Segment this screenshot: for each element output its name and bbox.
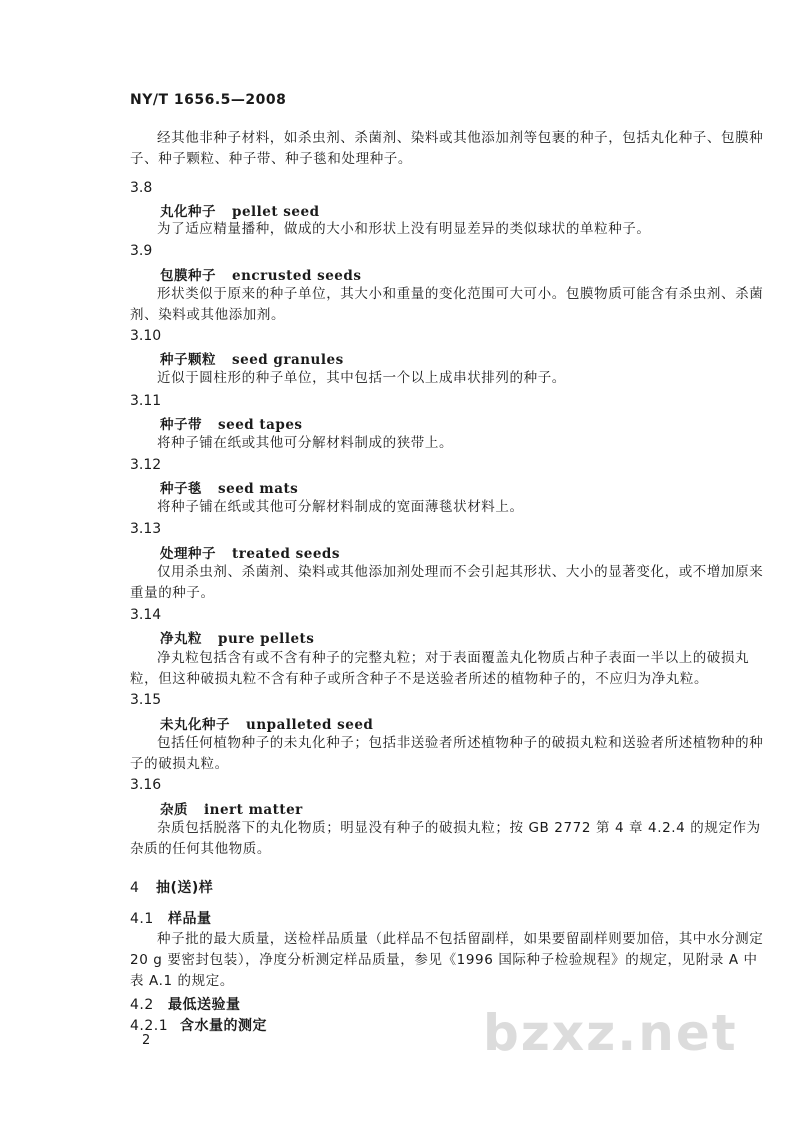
term-en: encrusted seeds	[232, 268, 362, 284]
term-en: seed granules	[232, 352, 344, 368]
term-number: 3.15	[130, 692, 162, 708]
section-title: 抽(送)样	[156, 880, 214, 896]
standard-code: NY/T 1656.5—2008	[130, 92, 287, 108]
term-en: pellet seed	[232, 204, 320, 220]
term-number: 3.13	[130, 521, 162, 537]
term-zh: 种子带	[160, 417, 202, 433]
term-title	[160, 264, 361, 284]
subsection-title: 样品量	[168, 911, 212, 927]
term-number: 3.8	[130, 180, 153, 196]
intro-paragraph: 经其他非种子材料，如杀虫剂、杀菌剂、染料或其他添加剂等包裹的种子，包括丸化种子、包膜种子、种子颗粒、种子带、种子毯和处理种子。	[130, 130, 764, 167]
term-en: treated seeds	[232, 546, 340, 562]
term-zh: 未丸化种子	[160, 717, 230, 733]
term-title	[160, 713, 373, 733]
subsection-number: 4.2.1	[130, 1018, 169, 1034]
subsection-paragraph: 种子批的最大质量，送检样品质量（此样品不包括留副样，如果要留副样则要加倍，其中水分测定 20 g 要密封包装），净度分析测定样品质量，参见《1996 国际种子检验规程》的规定，见附录 A 中表 A.1 的规定。	[130, 931, 764, 989]
subsection-number: 4.1	[130, 911, 154, 927]
term-definition: 为了适应精量播种，做成的大小和形状上没有明显差异的类似球状的单粒种子。	[157, 221, 651, 237]
term-title	[160, 200, 320, 220]
term-definition: 近似于圆柱形的种子单位，其中包括一个以上成串状排列的种子。	[157, 370, 566, 386]
term-zh: 杂质	[160, 802, 188, 818]
page-number: 2	[142, 1033, 151, 1048]
term-en: pure pellets	[218, 631, 315, 647]
term-number: 3.16	[130, 777, 162, 793]
term-title	[160, 542, 340, 562]
term-definition: 形状类似于原来的种子单位，其大小和重量的变化范围可大可小。包膜物质可能含有杀虫剂、杀菌剂、染料或其他添加剂。	[130, 286, 764, 323]
term-definition: 仅用杀虫剂、杀菌剂、染料或其他添加剂处理而不会引起其形状、大小的显著变化，或不增加原来重量的种子。	[130, 564, 764, 601]
term-en: seed mats	[218, 481, 299, 497]
term-title	[160, 348, 344, 368]
term-number: 3.11	[130, 393, 162, 409]
term-number: 3.12	[130, 457, 162, 473]
term-en: seed tapes	[218, 417, 303, 433]
term-number: 3.10	[130, 328, 162, 344]
subsection-title: 最低送验量	[168, 997, 241, 1013]
term-definition: 净丸粒包括含有或不含有种子的完整丸粒；对于表面覆盖丸化物质占种子表面一半以上的破损丸粒，但这种破损丸粒不含有种子或所含种子不是送验者所述的植物种子的，不应归为净丸粒。	[130, 650, 750, 687]
term-number: 3.14	[130, 607, 162, 623]
term-number: 3.9	[130, 243, 153, 259]
term-title	[160, 413, 303, 433]
term-zh: 处理种子	[160, 546, 216, 562]
term-definition: 杂质包括脱落下的丸化物质；明显没有种子的破损丸粒；按 GB 2772 第 4 章 4.2.4 的规定作为杂质的任何其他物质。	[130, 820, 761, 857]
term-zh: 包膜种子	[160, 268, 216, 284]
term-en: unpalleted seed	[246, 717, 374, 733]
section-number: 4	[130, 880, 140, 896]
term-zh: 种子颗粒	[160, 352, 216, 368]
term-definition: 包括任何植物种子的未丸化种子；包括非送验者所述植物种子的破损丸粒和送验者所述植物种的种子的破损丸粒。	[130, 735, 764, 772]
subsection-title: 含水量的测定	[180, 1018, 267, 1034]
term-title	[160, 477, 298, 497]
term-en: inert matter	[204, 802, 303, 818]
subsection-heading	[130, 1015, 267, 1035]
term-definition: 将种子铺在纸或其他可分解材料制成的狭带上。	[157, 435, 454, 451]
term-zh: 种子毯	[160, 481, 202, 497]
term-definition: 将种子铺在纸或其他可分解材料制成的宽面薄毯状材料上。	[157, 499, 524, 515]
subsection-heading	[130, 994, 241, 1014]
watermark: bzxz.net	[483, 1004, 738, 1062]
term-zh: 净丸粒	[160, 631, 202, 647]
term-zh: 丸化种子	[160, 204, 216, 220]
term-title	[160, 627, 314, 647]
term-title	[160, 798, 303, 818]
subsection-heading	[130, 908, 212, 928]
subsection-number: 4.2	[130, 997, 154, 1013]
section-heading	[130, 877, 213, 897]
